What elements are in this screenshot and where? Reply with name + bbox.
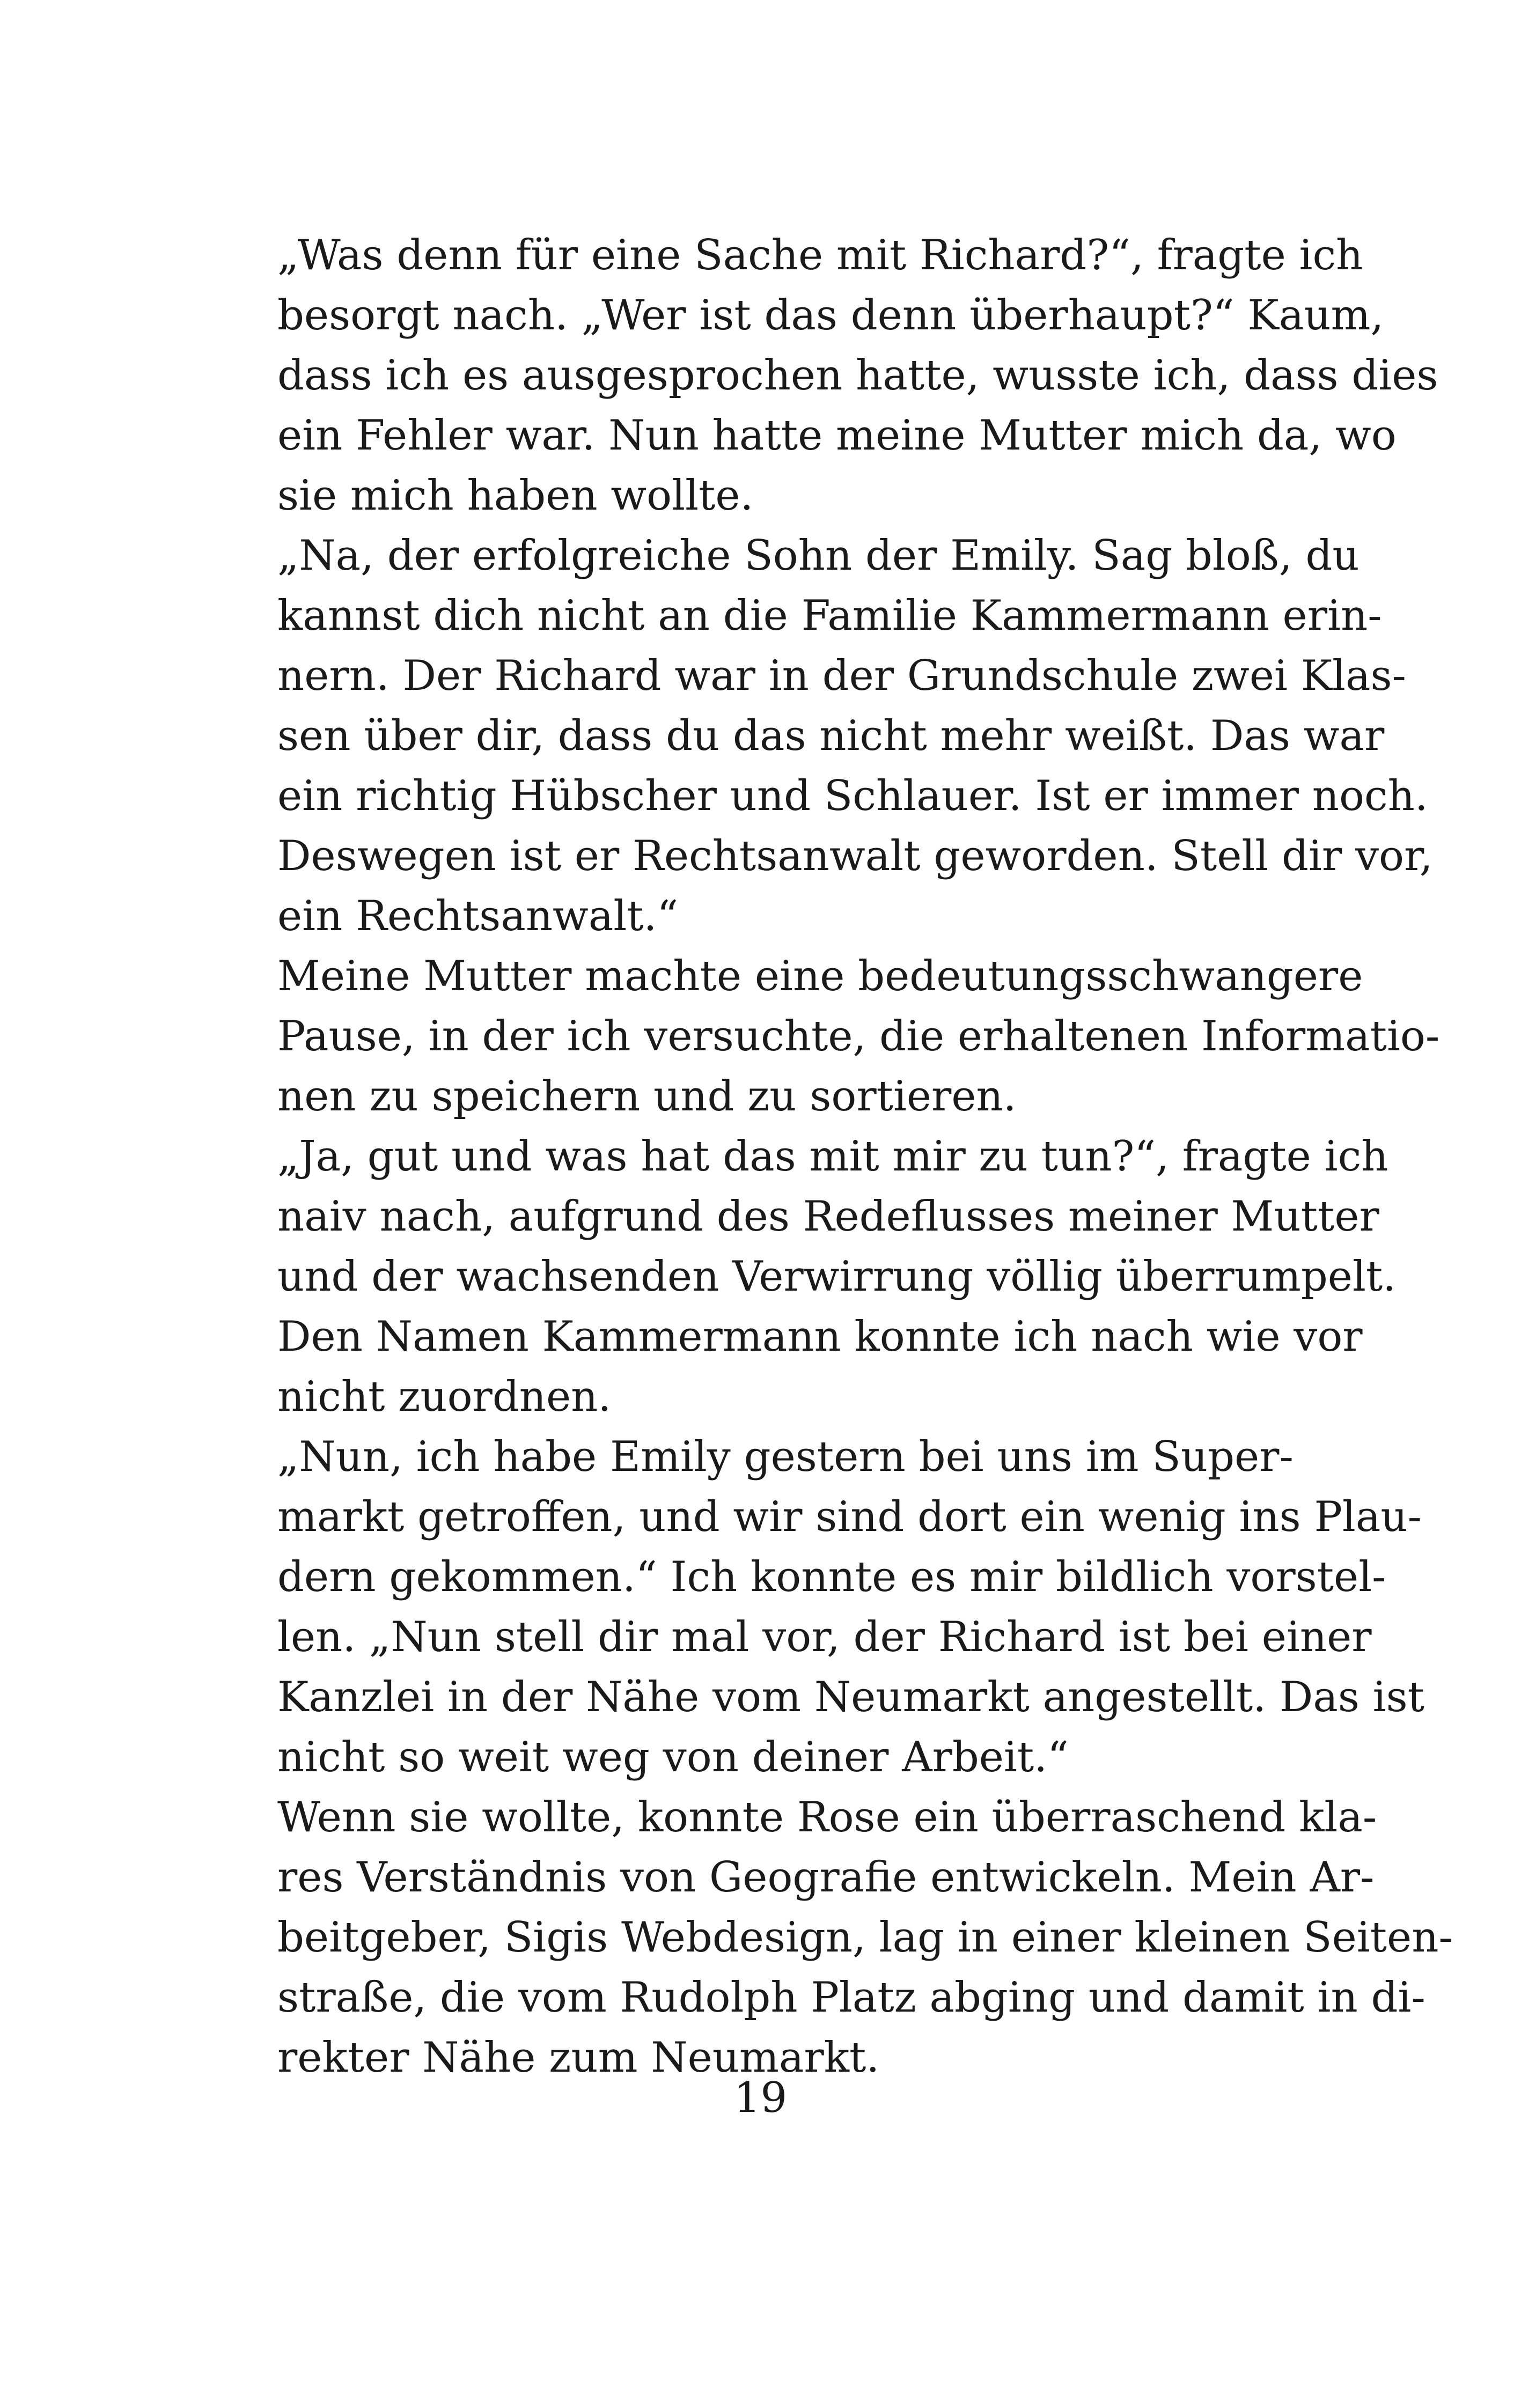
text-line: besorgt nach. „Wer ist das denn überhaupt?“ Kaum, — [277, 291, 1384, 340]
text-line: „Was denn für eine Sache mit Richard?“, fragte ich — [277, 231, 1363, 279]
text-line: rekter Nähe zum Neumarkt. — [277, 2034, 880, 2082]
text-line: Den Namen Kammermann konnte ich nach wie vor — [277, 1313, 1363, 1361]
text-line: ein richtig Hübscher und Schlauer. Ist er immer noch. — [277, 772, 1428, 820]
text-line: res Verständnis von Geografie entwickeln. Mein Ar- — [277, 1853, 1375, 1902]
text-line: beitgeber, Sigis Webdesign, lag in einer kleinen Seiten- — [277, 1913, 1453, 1962]
paragraph-6 — [226, 1787, 1453, 2088]
page-number: 19 — [733, 2074, 788, 2122]
text-line: „Na, der erfolgreiche Sohn der Emily. Sag bloß, du — [277, 532, 1360, 580]
text-line: ein Fehler war. Nun hatte meine Mutter mich da, wo — [277, 411, 1397, 460]
paragraph-4 — [226, 1126, 1397, 1427]
text-line: kannst dich nicht an die Familie Kammermann erin- — [277, 592, 1382, 640]
text-line: len. „Nun stell dir mal vor, der Richard ist bei einer — [277, 1613, 1372, 1661]
text-line: „Ja, gut und was hat das mit mir zu tun?“, fragte ich — [277, 1132, 1388, 1181]
text-line: nicht so weit weg von deiner Arbeit.“ — [277, 1733, 1069, 1781]
text-line: sen über dir, dass du das nicht mehr weißt. Das war — [277, 712, 1385, 760]
text-line: Wenn sie wollte, konnte Rose ein überraschend kla- — [277, 1793, 1377, 1842]
text-line: nicht zuordnen. — [277, 1373, 612, 1421]
text-line: sie mich haben wollte. — [277, 472, 754, 520]
text-line: Pause, in der ich versuchte, die erhaltenen Informatio- — [277, 1012, 1440, 1061]
paragraph-5 — [226, 1427, 1424, 1787]
text-line: markt getroffen, und wir sind dort ein wenig ins Plau- — [277, 1493, 1422, 1541]
text-line: nen zu speichern und zu sortieren. — [277, 1072, 1017, 1121]
paragraph-1 — [226, 225, 1438, 526]
paragraph-2 — [226, 526, 1433, 946]
text-line: Kanzlei in der Nähe vom Neumarkt angestellt. Das ist — [277, 1673, 1424, 1721]
text-line: dern gekommen.“ Ich konnte es mir bildlich vorstel- — [277, 1553, 1386, 1601]
text-line: naiv nach, aufgrund des Redeflusses meiner Mutter — [277, 1192, 1379, 1241]
paragraph-3 — [226, 946, 1440, 1126]
text-line: ein Rechtsanwalt.“ — [277, 892, 679, 940]
text-line: straße, die vom Rudolph Platz abging und damit in di- — [277, 1973, 1426, 2022]
body-text — [226, 225, 1453, 2088]
text-line: und der wachsenden Verwirrung völlig überrumpelt. — [277, 1253, 1397, 1301]
text-line: nern. Der Richard war in der Grundschule zwei Klas- — [277, 652, 1406, 700]
text-line: dass ich es ausgesprochen hatte, wusste ich, dass dies — [277, 351, 1438, 400]
text-line: Meine Mutter machte eine bedeutungsschwangere — [277, 952, 1363, 1000]
text-line: „Nun, ich habe Emily gestern bei uns im Super- — [277, 1433, 1294, 1481]
text-line: Deswegen ist er Rechtsanwalt geworden. Stell dir vor, — [277, 832, 1433, 880]
